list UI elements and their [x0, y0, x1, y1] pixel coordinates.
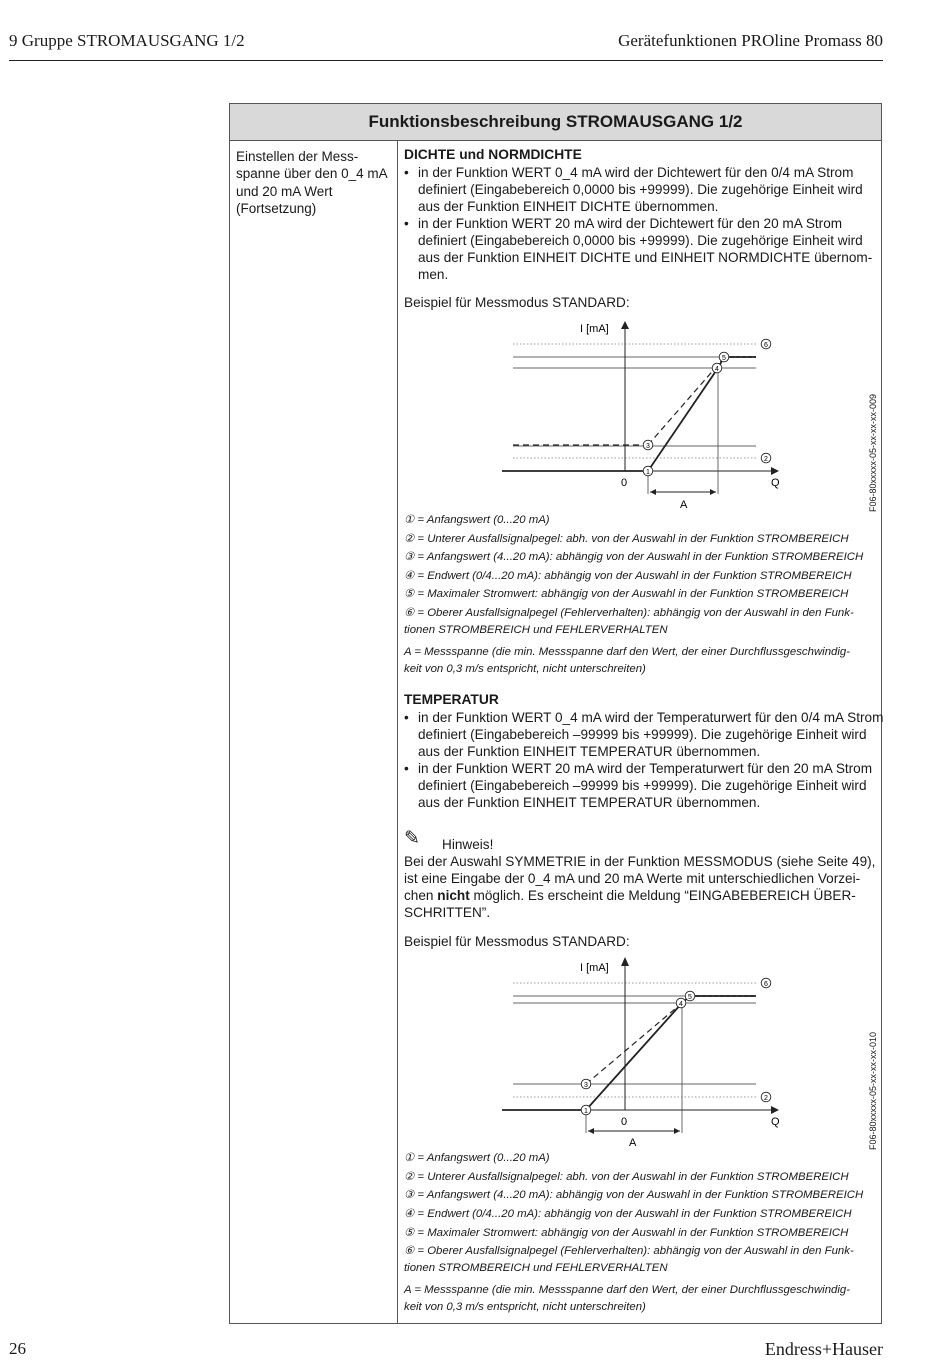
origin-label: 0: [621, 477, 628, 489]
table-title: Funktionsbeschreibung STROMAUSGANG 1/2: [230, 104, 881, 141]
legend-1-span: A = Messspanne (die min. Messspanne darf den Wert, der einer Durchflussgeschwindig-: [404, 646, 851, 658]
dichte-heading: DICHTE und NORMDICHTE: [404, 147, 582, 162]
example-label-2: Beispiel für Messmodus STANDARD:: [404, 934, 630, 949]
current-output-diagram-2: [498, 955, 788, 1151]
note-line-3-post: möglich. Es erscheint die Meldung “EINGABEBEREICH ÜBER-: [473, 888, 856, 903]
svg-text:4: 4: [715, 366, 719, 373]
legend-2-item-6-cont: tionen STROMBEREICH und FEHLERVERHALTEN: [404, 1262, 668, 1274]
legend-1-item-1: ① = Anfangswert (0...20 mA): [404, 514, 550, 526]
marker-4: [712, 363, 722, 373]
legend-1-item-3: ③ = Anfangswert (4...20 mA): abhängig von der Auswahl in der Funktion STROMBEREICH: [404, 551, 864, 563]
note-emphasis: nicht: [437, 888, 470, 903]
note-line-1: Bei der Auswahl SYMMETRIE in der Funktion MESSMODUS (siehe Seite 49),: [404, 854, 876, 869]
left-cell-line: (Fortsetzung): [236, 200, 317, 216]
svg-text:3: 3: [584, 1082, 588, 1089]
marker-5: [685, 991, 695, 1001]
temperatur-bullet-2: [404, 760, 888, 811]
temperatur-heading: TEMPERATUR: [404, 692, 499, 707]
legend-1-item-6: ⑥ = Oberer Ausfallsignalpegel (Fehlerverhalten): abhängig von der Auswahl in den Funk-: [404, 607, 854, 619]
legend-2-item-6: ⑥ = Oberer Ausfallsignalpegel (Fehlerverhalten): abhängig von der Auswahl in den Funk-: [404, 1245, 854, 1257]
legend-2-span-cont: keit von 0,3 m/s entspricht, nicht unterschreiten): [404, 1301, 646, 1313]
running-header-title: Gerätefunktionen PROline Promass 80: [618, 31, 883, 50]
svg-text:6: 6: [764, 342, 768, 349]
svg-text:4: 4: [679, 1001, 683, 1008]
marker-4: [676, 998, 686, 1008]
marker-3: [643, 440, 653, 450]
x-axis-label: Q: [771, 1116, 780, 1128]
note-line-4: SCHRITTEN”.: [404, 905, 491, 920]
marker-1: [581, 1105, 591, 1115]
y-axis-label: I [mA]: [580, 323, 609, 335]
bullet-line: • in der Funktion WERT 0_4 mA wird der Dichtewert für den 0/4 mA Strom: [418, 165, 854, 180]
bullet-line: aus der Funktion EINHEIT DICHTE und EINHEIT NORMDICHTE übernom-: [418, 250, 873, 265]
note-line-3: [404, 887, 856, 904]
marker-6: [761, 978, 771, 988]
note-line-3-pre: chen: [404, 888, 434, 903]
running-header-section: 9 Gruppe STROMAUSGANG 1/2: [9, 31, 245, 50]
y-axis-label: I [mA]: [580, 962, 609, 974]
left-cell-description: [236, 148, 392, 217]
x-axis-label: Q: [771, 477, 780, 489]
example-label-1: Beispiel für Messmodus STANDARD:: [404, 295, 630, 310]
svg-text:2: 2: [764, 456, 768, 463]
bullet-line: definiert (Eingabebereich –99999 bis +99999). Die zugehörige Einheit wird: [418, 727, 867, 742]
left-cell-line: spanne über den 0_4 mA: [236, 166, 388, 182]
legend-2-item-5: ⑤ = Maximaler Stromwert: abhängig von der Auswahl in der Funktion STROMBEREICH: [404, 1227, 849, 1239]
dashed-4-20-curve: [586, 1003, 682, 1084]
solid-0-20-curve: [502, 996, 756, 1110]
svg-text:1: 1: [584, 1108, 588, 1115]
svg-text:5: 5: [722, 355, 726, 362]
bullet-line: aus der Funktion EINHEIT DICHTE übernommen.: [418, 199, 719, 214]
header-rule: [9, 60, 883, 61]
dichte-bullet-2: [404, 215, 888, 283]
note-line-2: ist eine Eingabe der 0_4 mA und 20 mA Werte mit unterschiedlichen Vorzei-: [404, 871, 861, 886]
bullet-line: definiert (Eingabebereich 0,0000 bis +99999). Die zugehörige Einheit wird: [418, 233, 863, 248]
note-pencil-icon: ✎: [404, 828, 420, 849]
svg-text:2: 2: [764, 1095, 768, 1102]
svg-text:5: 5: [688, 994, 692, 1001]
bullet-line: aus der Funktion EINHEIT TEMPERATUR übernommen.: [418, 744, 761, 759]
figure-code-2: F06-80xxxxx-05-xx-xx-xx-010: [868, 1031, 878, 1150]
legend-1-item-5: ⑤ = Maximaler Stromwert: abhängig von der Auswahl in der Funktion STROMBEREICH: [404, 588, 849, 600]
left-cell-line: Einstellen der Mess-: [236, 149, 359, 164]
legend-2-item-1: ① = Anfangswert (0...20 mA): [404, 1152, 550, 1164]
legend-1-item-2: ② = Unterer Ausfallsignalpegel: abh. von der Auswahl in der Funktion STROMBEREICH: [404, 533, 849, 545]
marker-1: [643, 466, 653, 476]
marker-6: [761, 339, 771, 349]
span-label: A: [629, 1137, 637, 1149]
legend-1-item-6-cont: tionen STROMBEREICH und FEHLERVERHALTEN: [404, 624, 668, 636]
temperatur-bullet-1: [404, 709, 888, 760]
marker-2: [761, 453, 771, 463]
bullet-line: • in der Funktion WERT 20 mA wird der Temperaturwert für den 20 mA Strom: [418, 761, 873, 776]
left-cell-line: und 20 mA Wert: [236, 183, 333, 199]
origin-label: 0: [621, 1116, 628, 1128]
bullet-line: aus der Funktion EINHEIT TEMPERATUR übernommen.: [418, 795, 761, 810]
current-output-diagram-1: [498, 316, 788, 512]
column-divider: [397, 140, 398, 1324]
note-title: Hinweis!: [442, 837, 494, 852]
legend-1-item-4: ④ = Endwert (0/4...20 mA): abhängig von der Auswahl in der Funktion STROMBEREICH: [404, 570, 852, 582]
svg-text:1: 1: [646, 469, 650, 476]
dashed-4-20-curve: [648, 358, 724, 445]
marker-3: [581, 1079, 591, 1089]
brand-logo: Endress+Hauser: [764, 1339, 883, 1359]
marker-5: [719, 352, 729, 362]
dichte-bullet-1: [404, 164, 888, 215]
figure-code-1: F06-80xxxxx-05-xx-xx-xx-009: [868, 393, 878, 512]
legend-2-item-4: ④ = Endwert (0/4...20 mA): abhängig von der Auswahl in der Funktion STROMBEREICH: [404, 1208, 852, 1220]
legend-2-item-3: ③ = Anfangswert (4...20 mA): abhängig von der Auswahl in der Funktion STROMBEREICH: [404, 1189, 864, 1201]
page-number: 26: [9, 1339, 26, 1358]
svg-text:6: 6: [764, 981, 768, 988]
bullet-line: men.: [418, 267, 449, 282]
bullet-line: definiert (Eingabebereich –99999 bis +99999). Die zugehörige Einheit wird: [418, 778, 867, 793]
legend-2-item-2: ② = Unterer Ausfallsignalpegel: abh. von der Auswahl in der Funktion STROMBEREICH: [404, 1171, 849, 1183]
svg-text:3: 3: [646, 443, 650, 450]
legend-2-span: A = Messspanne (die min. Messspanne darf den Wert, der einer Durchflussgeschwindig-: [404, 1284, 851, 1296]
marker-2: [761, 1092, 771, 1102]
y-axis-arrowhead: [621, 957, 629, 966]
bullet-line: definiert (Eingabebereich 0,0000 bis +99999). Die zugehörige Einheit wird: [418, 182, 863, 197]
bullet-line: • in der Funktion WERT 0_4 mA wird der Temperaturwert für den 0/4 mA Strom: [418, 710, 884, 725]
bullet-line: • in der Funktion WERT 20 mA wird der Dichtewert für den 20 mA Strom: [418, 216, 843, 231]
legend-1-span-cont: keit von 0,3 m/s entspricht, nicht unterschreiten): [404, 663, 646, 675]
span-label: A: [680, 499, 688, 511]
